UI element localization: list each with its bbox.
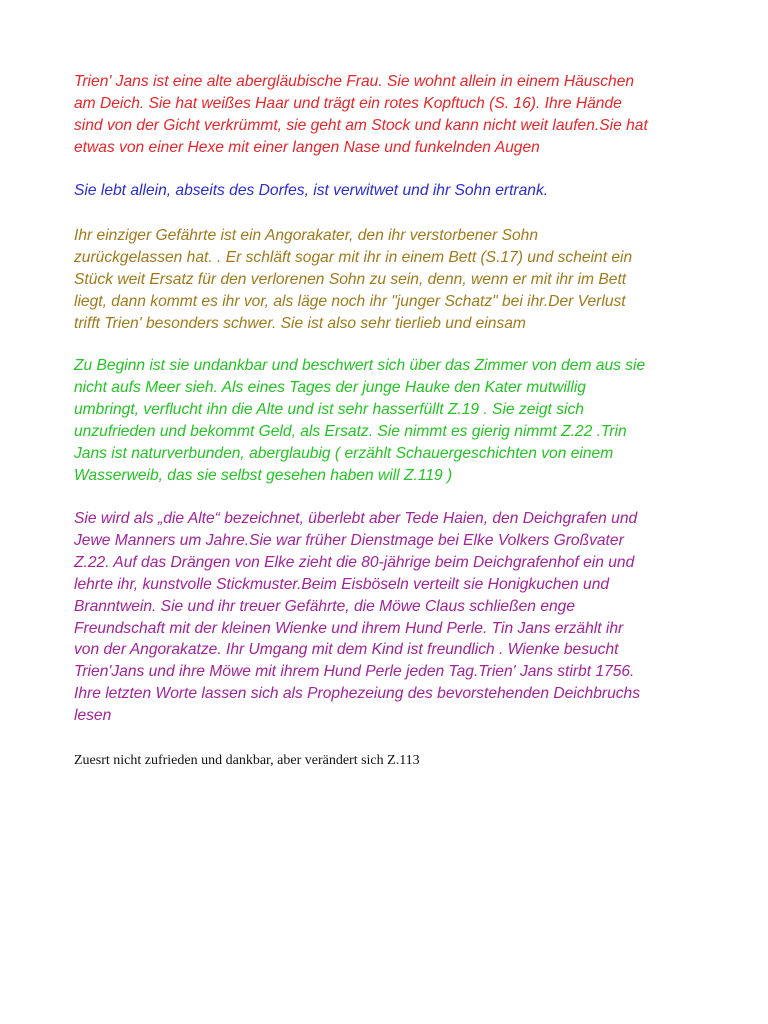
text-line: Ihr einziger Gefährte ist ein Angorakater, den ihr verstorbener Sohn [74, 227, 539, 244]
text-line: Jans ist naturverbunden, aberglaubig ( erzählt Schauergeschichten von einem [74, 444, 614, 462]
text-line: etwas von einer Hexe mit einer langen Nase und funkelnden Augen [74, 138, 540, 156]
text-line: Freundschaft mit der kleinen Wienke und ihrem Hund Perle. Tin Jans erzählt ihr [74, 619, 624, 637]
text-line: trifft Trien' besonders schwer. Sie ist also sehr tierlieb und einsam [74, 314, 526, 332]
text-line: Sie wird als „die Alte“ bezeichnet, überlebt aber Tede Haien, den Deichgrafen und [74, 510, 638, 527]
paragraph-behavior [74, 355, 714, 486]
text-line: sind von der Gicht verkrümmt, sie geht am Stock und kann nicht weit laufen.Sie hat [74, 116, 648, 134]
text-line: Trien'Jans und ihre Möwe mit ihrem Hund Perle jeden Tag.Trien' Jans stirbt 1756. [74, 663, 635, 681]
paragraph-relationships [74, 508, 714, 727]
text-line: Z.22. Auf das Drängen von Elke zieht die 80-jährige beim Deichgrafenhof ein und [74, 553, 635, 571]
text-line: Sie lebt allein, abseits des Dorfes, ist verwitwet und ihr Sohn ertrank. [74, 182, 549, 199]
paragraph-description [74, 71, 714, 159]
paragraph-note: Zuesrt nicht zufrieden und dankbar, aber verändert sich Z.113 [74, 753, 420, 768]
text-line: Zu Beginn ist sie undankbar und beschwert sich über das Zimmer von dem aus sie [74, 357, 646, 374]
text-line: Stück weit Ersatz für den verlorenen Sohn zu sein, denn, wenn er mit ihr im Bett [74, 270, 627, 288]
text-line: lehrte ihr, kunstvolle Stickmuster.Beim Eisböseln verteilt sie Honigkuchen und [74, 575, 610, 593]
text-line: nicht aufs Meer sieh. Als eines Tages der junge Hauke den Kater mutwillig [74, 378, 586, 396]
text-line: von der Angorakatze. Ihr Umgang mit dem Kind ist freundlich . Wienke besucht [74, 641, 619, 659]
text-line: zurückgelassen hat. . Er schläft sogar mit ihr in einem Bett (S.17) und scheint ein [74, 248, 633, 266]
text-line: Branntwein. Sie und ihr treuer Gefährte, die Möwe Claus schließen enge [74, 597, 576, 615]
text-line: Ihre letzten Worte lassen sich als Prophezeiung des bevorstehenden Deichbruchs [74, 685, 641, 703]
text-line: Wasserweib, das sie selbst gesehen haben will Z.119 ) [74, 466, 453, 484]
text-line: unzufrieden und bekommt Geld, als Ersatz. Sie nimmt es gierig nimmt Z.22 .Trin [74, 422, 627, 440]
paragraph-living-situation [74, 180, 714, 202]
text-line: Jewe Manners um Jahre.Sie war früher Dienstmage bei Elke Volkers Großvater [74, 531, 624, 549]
text-line: liegt, dann kommt es ihr vor, als läge noch ihr "junger Schatz" bei ihr.Der Verlust [74, 292, 626, 310]
text-line: am Deich. Sie hat weißes Haar und trägt ein rotes Kopftuch (S. 16). Ihre Hände [74, 94, 622, 112]
paragraph-companion [74, 225, 714, 335]
text-line: lesen [74, 707, 112, 725]
text-line: umbringt, verflucht ihn die Alte und ist sehr hasserfüllt Z.19 . Sie zeigt sich [74, 400, 584, 418]
text-line: Trien' Jans ist eine alte abergläubische Frau. Sie wohnt allein in einem Häuschen [74, 73, 635, 90]
